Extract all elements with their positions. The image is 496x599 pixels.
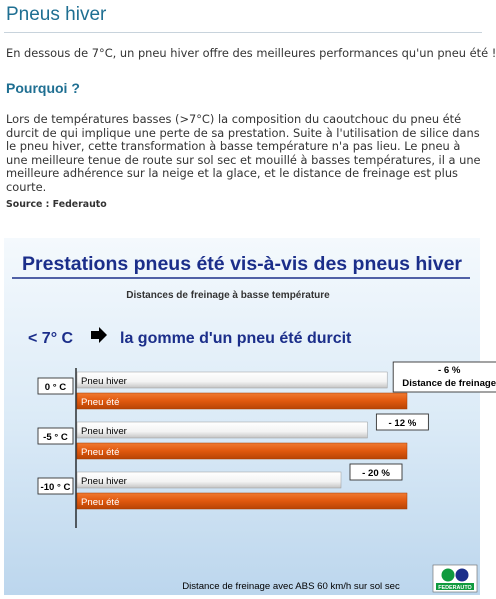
braking-chart: [4, 238, 496, 595]
bar-pneu-ete: [77, 443, 407, 459]
headline-right: la gomme d'un pneu été durcit: [120, 330, 352, 347]
federauto-logo: [433, 565, 477, 592]
bar-label-pneu-hiver: Pneu hiver: [81, 376, 127, 387]
x-axis-label: Distance de freinage avec ABS 60 km/h sur sol sec: [182, 581, 400, 592]
annotation-value: - 6 %: [437, 365, 461, 376]
bar-pneu-ete: [77, 393, 407, 409]
category-label: -5 ° C: [43, 432, 68, 443]
category-label: 0 ° C: [44, 382, 67, 393]
annotation-subtitle: Distance de freinage: [402, 378, 496, 389]
bar-label-pneu-ete: Pneu été: [81, 397, 120, 408]
bar-label-pneu-hiver: Pneu hiver: [81, 476, 127, 487]
bar-pneu-ete: [77, 493, 407, 509]
section-heading: Pourquoi ?: [6, 80, 80, 96]
annotation-value: - 12 %: [388, 418, 417, 429]
intro-paragraph: En dessous de 7°C, un pneu hiver offre des meilleures performances qu'un pneu été !: [6, 46, 496, 60]
bar-label-pneu-ete: Pneu été: [81, 447, 120, 458]
headline-left: < 7° C: [28, 330, 74, 347]
chart-title: Prestations pneus été vis-à-vis des pneus hiver: [22, 253, 462, 275]
logo-text: FEDERAUTO: [438, 585, 472, 591]
source-credit: Source : Federauto: [6, 199, 107, 210]
category-label: -10 ° C: [40, 482, 71, 493]
chart-svg: [4, 238, 496, 595]
body-paragraph: Lors de températures basses (>7°C) la composition du caoutchouc du pneu été durcit de qui implique une perte de sa prestation. Suite à l'utilisation de silice dans le pneu hiver, cette transformation à basse température n'a pas lieu. Le pneu à une meilleure tenue de route sur sol sec et mouillé à basses températures, il a une meilleure adhérence sur la neige et la glace, et le distance de freinage est plus courte.: [6, 112, 481, 194]
page-title: Pneus hiver: [6, 4, 107, 25]
chart-subtitle: Distances de freinage à basse température: [126, 290, 330, 301]
annotation-value: - 20 %: [362, 468, 390, 479]
bar-label-pneu-hiver: Pneu hiver: [81, 426, 127, 437]
bar-label-pneu-ete: Pneu été: [81, 497, 120, 508]
title-divider: [4, 32, 482, 33]
